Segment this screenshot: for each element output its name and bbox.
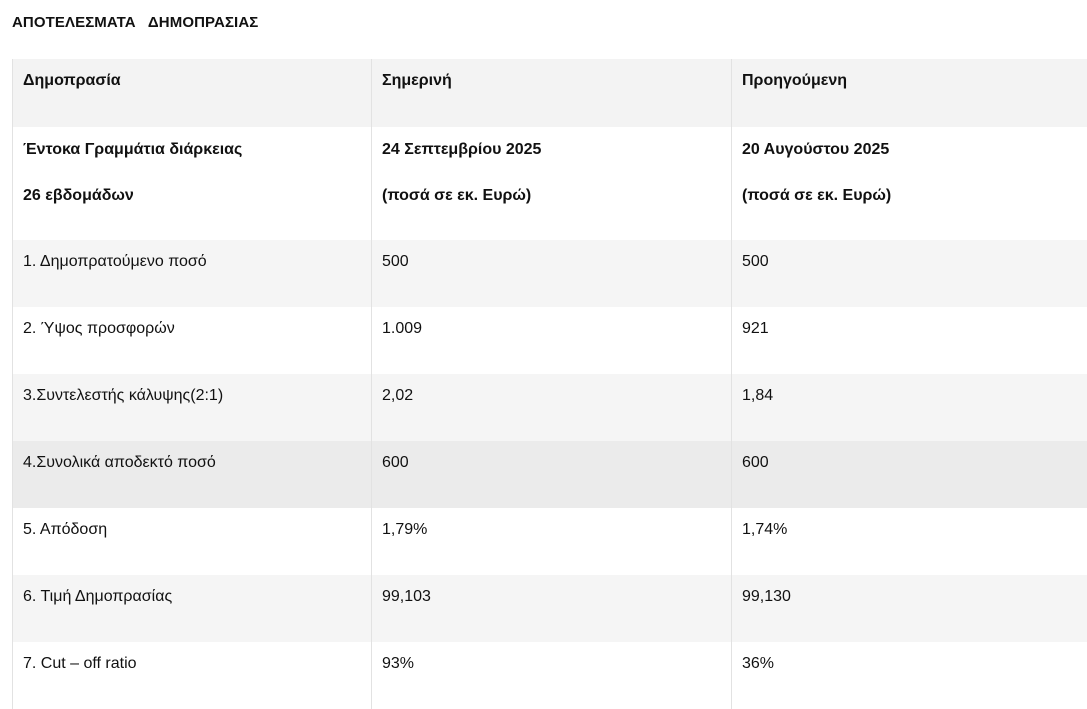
row-previous-value: 36% (732, 642, 1087, 709)
row-label: 7. Cut – off ratio (13, 642, 372, 709)
table-row (13, 508, 1087, 575)
row-previous-value: 921 (732, 307, 1087, 374)
row-label: 6. Τιμή Δημοπρασίας (13, 575, 372, 642)
row-current-value: 2,02 (372, 374, 732, 441)
row-current-value: 500 (372, 240, 732, 307)
row-current-value: 93% (372, 642, 732, 709)
row-previous-value: 99,130 (732, 575, 1087, 642)
header-auction: Δημοπρασία (13, 59, 372, 127)
subheader-current-date (372, 127, 732, 240)
row-label: 4.Συνολικά αποδεκτό ποσό (13, 441, 372, 508)
current-date: 24 Σεπτεμβρίου 2025 (382, 127, 721, 173)
subheader-previous-date (732, 127, 1087, 240)
subheader-instrument (13, 127, 372, 240)
row-label: 2. Ύψος προσφορών (13, 307, 372, 374)
row-current-value: 1,79% (372, 508, 732, 575)
row-current-value: 1.009 (372, 307, 732, 374)
row-previous-value: 1,74% (732, 508, 1087, 575)
table-row (13, 374, 1087, 441)
row-previous-value: 500 (732, 240, 1087, 307)
page-title: ΑΠΟΤΕΛΕΣΜΑΤΑ ΔΗΜΟΠΡΑΣΙΑΣ (12, 14, 258, 31)
row-previous-value: 600 (732, 441, 1087, 508)
auction-results-table (12, 59, 1087, 709)
row-current-value: 99,103 (372, 575, 732, 642)
table-row (13, 642, 1087, 709)
row-label: 3.Συντελεστής κάλυψης(2:1) (13, 374, 372, 441)
header-previous: Προηγούμενη (732, 59, 1087, 127)
table-header-row (13, 59, 1087, 127)
table-row (13, 307, 1087, 374)
row-label: 5. Απόδοση (13, 508, 372, 575)
table-subheader-row (13, 127, 1087, 240)
previous-unit-note: (ποσά σε εκ. Ευρώ) (742, 173, 1077, 219)
table-row (13, 240, 1087, 307)
row-label: 1. Δημοπρατούμενο ποσό (13, 240, 372, 307)
instrument-line-1: Έντοκα Γραμμάτια διάρκειας (23, 127, 361, 173)
header-current: Σημερινή (372, 59, 732, 127)
row-current-value: 600 (372, 441, 732, 508)
previous-date: 20 Αυγούστου 2025 (742, 127, 1077, 173)
current-unit-note: (ποσά σε εκ. Ευρώ) (382, 173, 721, 219)
table-row (13, 575, 1087, 642)
instrument-line-2: 26 εβδομάδων (23, 173, 361, 219)
table-row (13, 441, 1087, 508)
row-previous-value: 1,84 (732, 374, 1087, 441)
